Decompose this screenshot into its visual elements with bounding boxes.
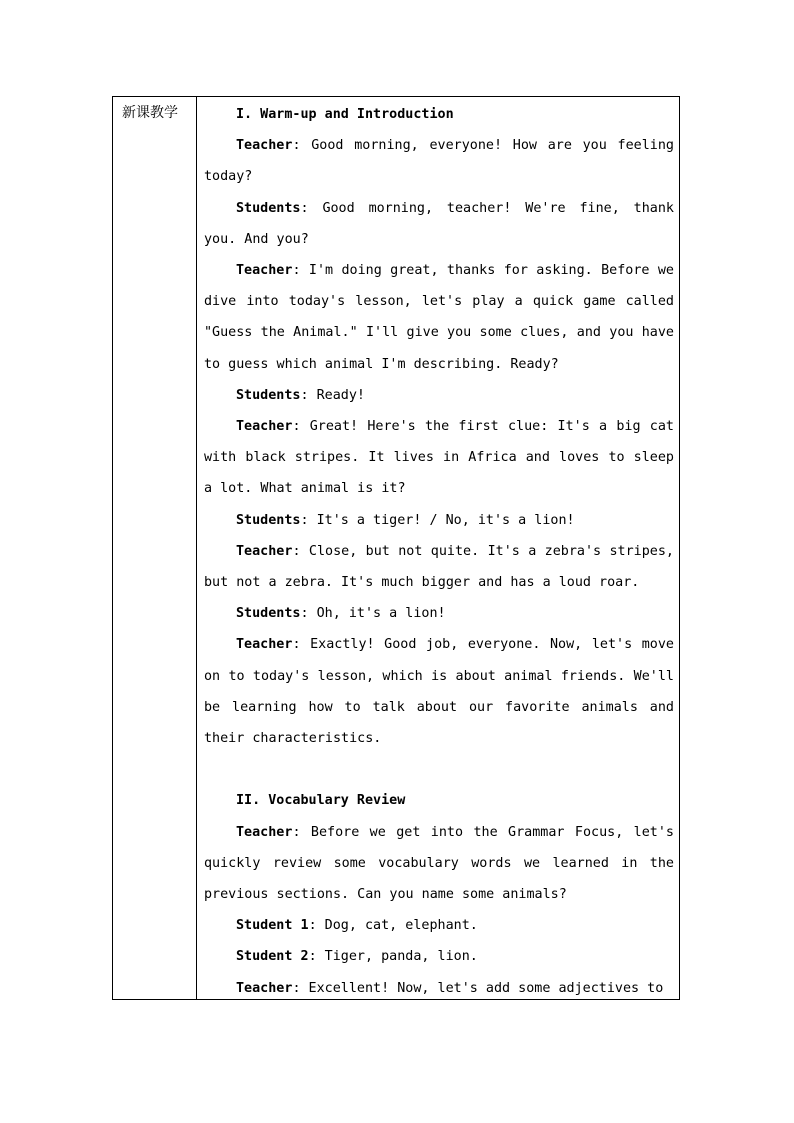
dialogue-text: : Oh, it's a lion! [300, 606, 446, 622]
section-label: 新课教学 [122, 105, 178, 121]
speaker-name: Students [236, 200, 301, 216]
dialogue-text: : Tiger, panda, lion. [308, 949, 478, 965]
dialogue-text: : Dog, cat, elephant. [308, 918, 478, 934]
speaker-name: Students [236, 606, 301, 622]
blank-line [204, 754, 674, 785]
speaker-name: Student 2 [236, 949, 309, 965]
dialogue-line [204, 380, 674, 411]
dialogue-line [204, 130, 674, 192]
dialogue-text: : I'm doing great, thanks for asking. Before we dive into today's lesson, let's play a quick game called "Guess the Animal." I'll give you some clues, and you have to guess which animal I'm describing. Ready? [204, 263, 674, 372]
dialogue-line [204, 910, 674, 941]
dialogue-line [204, 255, 674, 380]
dialogue-text: : Good morning, everyone! How are you feeling today? [204, 138, 674, 185]
section-heading: I. Warm-up and Introduction [236, 107, 454, 122]
dialogue-line [204, 505, 674, 536]
dialogue-text: : It's a tiger! / No, it's a lion! [300, 512, 575, 528]
lesson-content-cell [197, 97, 679, 999]
speaker-name: Teacher [236, 419, 293, 435]
speaker-name: Teacher [236, 263, 293, 279]
speaker-name: Teacher [236, 980, 293, 996]
dialogue-line [204, 598, 674, 629]
speaker-name: Teacher [236, 637, 293, 653]
lesson-table [112, 96, 680, 1000]
dialogue-text: : Great! Here's the first clue: It's a big cat with black stripes. It lives in Africa and loves to sleep a lot. What animal is it? [204, 419, 674, 497]
dialogue-line [204, 941, 674, 972]
dialogue-text: : Excellent! Now, let's add some adjectives to [292, 980, 664, 996]
dialogue-text: : Good morning, teacher! We're fine, thank you. And you? [204, 200, 674, 247]
dialogue-line [204, 629, 674, 754]
dialogue-text: : Ready! [300, 387, 365, 403]
dialogue-line [204, 973, 674, 999]
dialogue-line [204, 817, 674, 911]
speaker-name: Students [236, 387, 301, 403]
speaker-name: Teacher [236, 138, 293, 154]
speaker-name: Student 1 [236, 918, 309, 934]
speaker-name: Teacher [236, 824, 293, 840]
speaker-name: Students [236, 512, 301, 528]
section-label-cell [113, 97, 197, 999]
dialogue-line [204, 411, 674, 505]
section-heading: II. Vocabulary Review [236, 793, 406, 809]
dialogue-text: : Before we get into the Grammar Focus, let's quickly review some vocabulary words we learned in the previous sections. Can you name some animals? [204, 824, 674, 903]
dialogue-line [204, 193, 674, 255]
dialogue-text: : Exactly! Good job, everyone. Now, let's move on to today's lesson, which is about animal friends. We'll be learning how to talk about our favorite animals and their characteristics. [204, 637, 674, 747]
dialogue-text: : Close, but not quite. It's a zebra's stripes, but not a zebra. It's much bigger and has a loud roar. [204, 543, 674, 591]
dialogue-line [204, 536, 674, 598]
speaker-name: Teacher [236, 543, 293, 559]
